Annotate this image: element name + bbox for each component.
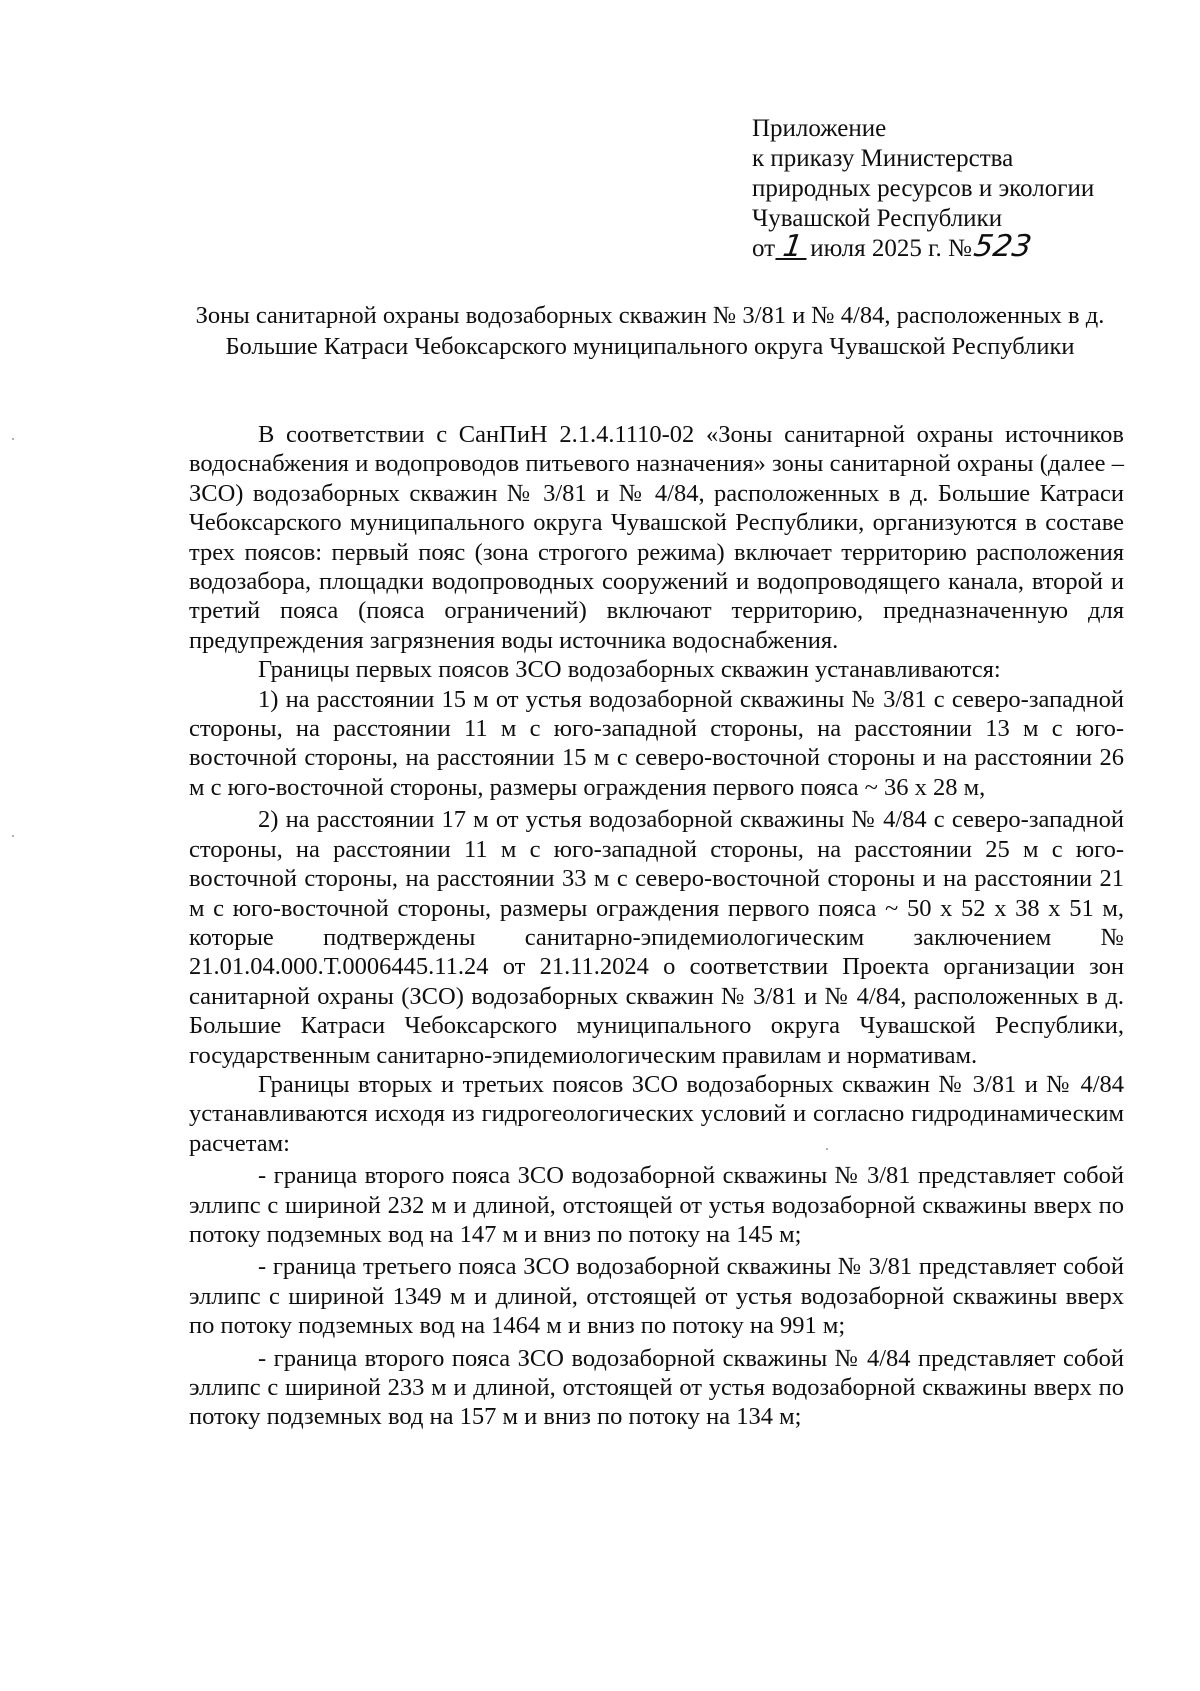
appendix-line: Приложение [752,115,887,142]
scan-speck [12,438,14,440]
body-paragraph: В соответствии с СанПиН 2.1.4.1110-02 «Зоны санитарной охраны источников водоснабжения и водопроводов питьевого назначения» зоны санитарной охраны (далее – ЗСО) водозаборных скважин № 3/81 и № 4/84, расположенных в д. Большие Катраси Чебоксарского муниципального округа Чувашской Республики, организуются в составе трех поясов: первый пояс (зона строгого режима) включает территорию расположения водозабора, площадки водопроводных сооружений и водопроводящего канала, второй и третий пояса (пояса ограничений) включают территорию, предназначенную для предупреждения загрязнения воды источника водоснабжения. [189,421,1124,654]
appendix-header [752,114,1112,264]
document-title: Зоны санитарной охраны водозаборных скважин № 3/81 и № 4/84, расположенных в д. Большие Катраси Чебоксарского муниципального округа Чувашской Республики [195,302,1105,360]
appendix-line: к приказу Министерства [752,145,1014,172]
handwritten-day: 1 [775,236,809,260]
body-paragraph: Границы вторых и третьих поясов ЗСО водозаборных скважин № 3/81 и № 4/84 устанавливаются исходя из гидрогеологических условий и согласно гидродинамическим расчетам: [189,1070,1124,1157]
body-paragraph: - граница третьего пояса ЗСО водозаборной скважины № 3/81 представляет собой эллипс с шириной 1349 м и длиной, отстоящей от устья водозаборной скважины вверх по потоку подземных вод на 1464 м и вниз по потоку на 991 м; [189,1253,1124,1340]
scan-speck [826,1148,828,1150]
appendix-line: природных ресурсов и экологии [752,175,1095,202]
handwritten-order-number: 523 [971,229,1034,264]
body-paragraph: - граница второго пояса ЗСО водозаборной скважины № 4/84 представляет собой эллипс с шириной 233 м и длиной, отстоящей от устья водозаборной скважины вверх по потоку подземных вод на 157 м и вниз по потоку на 134 м; [189,1344,1124,1431]
date-prefix: от [752,235,776,262]
body-paragraph: 1) на расстоянии 15 м от устья водозаборной скважины № 3/81 с северо-западной стороны, на расстоянии 11 м с юго-западной стороны, на расстоянии 13 м с юго-восточной стороны, на расстоянии 15 м с северо-восточной стороны и на расстоянии 26 м с юго-восточной стороны, размеры ограждения первого пояса ~ 36 х 28 м, [189,685,1124,801]
body-paragraph: - граница второго пояса ЗСО водозаборной скважины № 3/81 представляет собой эллипс с шириной 232 м и длиной, отстоящей от устья водозаборной скважины вверх по потоку подземных вод на 147 м и вниз по потоку на 145 м; [189,1162,1124,1248]
scan-speck [12,835,14,837]
appendix-date-line [752,229,1112,264]
body-paragraph: 2) на расстоянии 17 м от устья водозаборной скважины № 4/84 с северо-западной стороны, на расстоянии 11 м с юго-западной стороны, на расстоянии 25 м с юго-восточной стороны, на расстоянии 33 м с северо-восточной стороны и на расстоянии 21 м с юго-восточной стороны, размеры ограждения первого пояса ~ 50 х 52 х 38 х 51 м, которые подтверждены санитарно-эпидемиологическим заключением № 21.01.04.000.Т.0006445.11.24 от 21.11.2024 о соответствии Проекта организации зон санитарной охраны (ЗСО) водозаборных скважин № 3/81 и № 4/84, расположенных в д. Большие Катраси Чебоксарского муниципального округа Чувашской Республики, государственным санитарно-эпидемиологическим правилам и нормативам. [189,806,1124,1069]
body-paragraph: Границы первых поясов ЗСО водозаборных скважин устанавливаются: [258,656,1001,684]
document-body [189,420,1124,1432]
date-rest: июля 2025 г. № [810,235,972,262]
appendix-line: Чувашской Республики [752,205,1003,232]
